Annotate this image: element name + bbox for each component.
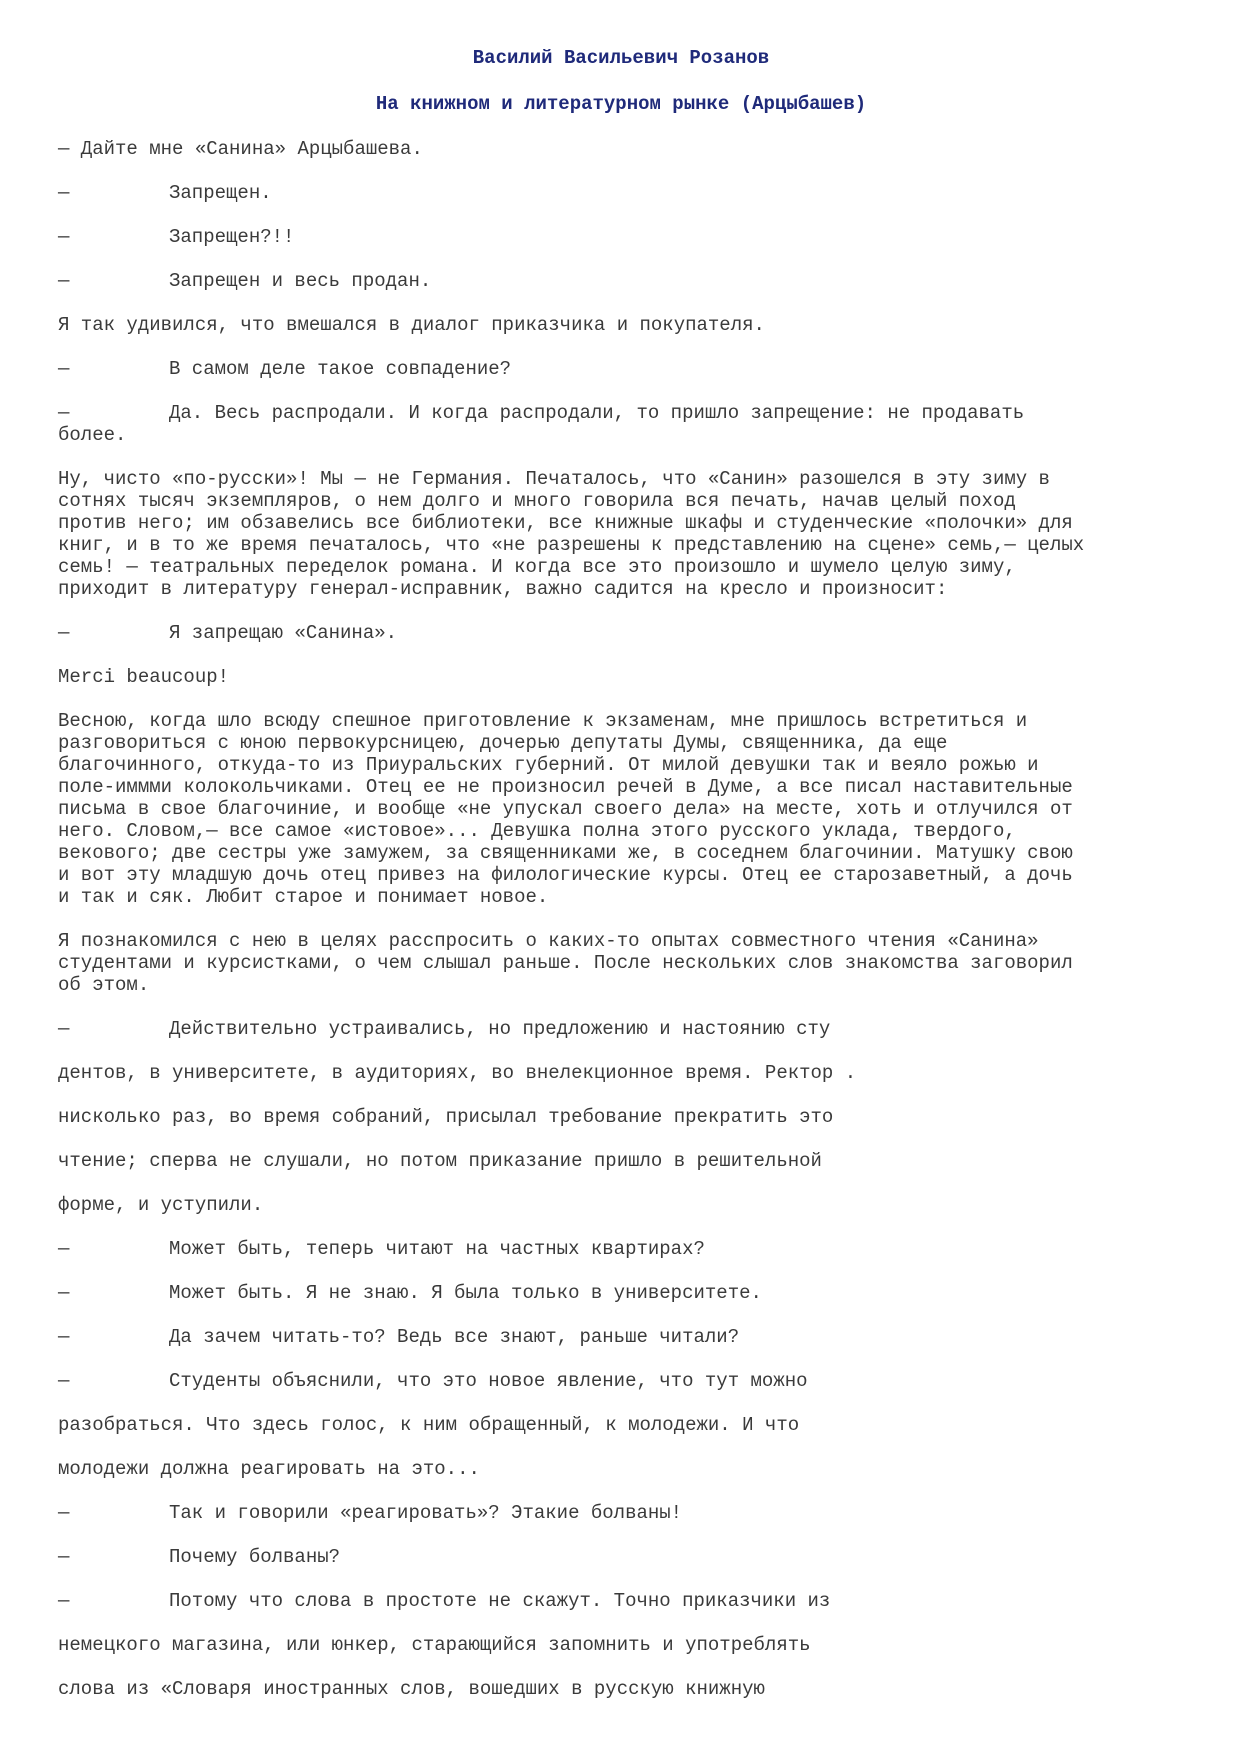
- text-line: слова из «Словаря иностранных слов, вошедших в русскую книжную: [58, 1678, 765, 1700]
- text-line: форме, и уступили.: [58, 1194, 264, 1216]
- dialogue-line: Студенты объяснили, что это новое явление, что тут можно: [169, 1370, 808, 1392]
- paragraph-line: и вот эту младшую дочь отец привез на филологические курсы. Отец ее старозаветный, а дочь: [58, 864, 1073, 886]
- dialogue-dash: —: [58, 226, 70, 248]
- paragraph-line: векового; две сестры уже замужем, за священниками же, в соседнем благочинии. Матушку свою: [58, 842, 1073, 864]
- dialogue-line: Может быть, теперь читают на частных квартирах?: [169, 1238, 705, 1260]
- paragraph-line: об этом.: [58, 974, 150, 996]
- paragraph-line: сотнях тысяч экземпляров, о нем долго и много говорила вся печать, начав целый поход: [58, 490, 1016, 512]
- dialogue-dash: —: [58, 270, 70, 292]
- text-line: молодежи должна реагировать на это...: [58, 1458, 480, 1480]
- paragraph-line: Весною, когда шло всюду спешное приготовление к экзаменам, мне пришлось встретиться и: [58, 710, 1028, 732]
- dialogue-line: Так и говорили «реагировать»? Этакие болваны!: [169, 1502, 683, 1524]
- dialogue-dash: —: [58, 1590, 70, 1612]
- paragraph: [58, 930, 1188, 996]
- dialogue-line: Действительно устраивались, но предложению и настоянию сту: [169, 1018, 831, 1040]
- dialogue-line: Потому что слова в простоте не скажут. Точно приказчики из: [169, 1590, 831, 1612]
- dialogue-dash: —: [58, 402, 70, 424]
- dialogue-line: Да. Весь распродали. И когда распродали, то пришло запрещение: не продавать: [169, 402, 1025, 424]
- dialogue-dash: —: [58, 1370, 70, 1392]
- text-line: нисколько раз, во время собраний, присылал требование прекратить это: [58, 1106, 834, 1128]
- dialogue-dash: —: [58, 1018, 70, 1040]
- dialogue-dash: —: [58, 182, 70, 204]
- text-line: чтение; сперва не слушали, но потом приказание пришло в решительной: [58, 1150, 822, 1172]
- paragraph-line: него. Словом,— все самое «истовое»... Девушка полна этого русского уклада, твердого,: [58, 820, 1016, 842]
- paragraph-line: против него; им обзавелись все библиотеки, все книжные шкафы и студенческие «полочки» для: [58, 512, 1073, 534]
- dialogue-line: Запрещен?!!: [169, 226, 295, 248]
- dialogue-dash: —: [58, 1238, 70, 1260]
- paragraph-line: и так и сяк. Любит старое и понимает новое.: [58, 886, 549, 908]
- author-name: Василий Васильевич Розанов: [472, 47, 770, 69]
- paragraph-line: книг, и в то же время печаталось, что «не разрешены к представлению на сцене» семь,— целых: [58, 534, 1085, 556]
- dialogue-line: В самом деле такое совпадение?: [169, 358, 512, 380]
- text-line: Merci beaucoup!: [58, 666, 230, 688]
- paragraph: [58, 710, 1188, 908]
- dialogue-line: Я запрещаю «Санина».: [169, 622, 398, 644]
- dialogue-dash: —: [58, 1502, 70, 1524]
- paragraph-line: Я познакомился с нею в целях расспросить о каких-то опытах совместного чтения «Санина»: [58, 930, 1039, 952]
- paragraph-line: разговориться с юною первокурсницею, дочерью депутаты Думы, священника, да еще: [58, 732, 948, 754]
- paragraph-line: поле-иммми колокольчиками. Отец ее не произносил речей в Думе, а все писал наставительные: [58, 776, 1073, 798]
- paragraph-line: письма в свое благочиние, и вообще «не упускал своего дела» на месте, хоть и отлучился от: [58, 798, 1073, 820]
- dialogue-line: Может быть. Я не знаю. Я была только в университете.: [169, 1282, 762, 1304]
- dialogue-line: Да зачем читать-то? Ведь все знают, раньше читали?: [169, 1326, 740, 1348]
- dialogue-dash: —: [58, 622, 70, 644]
- dialogue-dash: —: [58, 1282, 70, 1304]
- document-title: На книжном и литературном рынке (Арцыбашев): [375, 93, 867, 115]
- dialogue-dash: —: [58, 358, 70, 380]
- dialogue-line: Почему болваны?: [169, 1546, 341, 1568]
- dialogue-dash: —: [58, 1326, 70, 1348]
- text-line: разобраться. Что здесь голос, к ним обращенный, к молодежи. И что: [58, 1414, 800, 1436]
- paragraph: [58, 468, 1188, 600]
- text-line: — Дайте мне «Санина» Арцыбашева.: [58, 138, 423, 160]
- paragraph-line: благочинного, откуда-то из Приуральских губерний. От милой девушки так и веяло рожью и: [58, 754, 1039, 776]
- paragraph-line: студентами и курсистками, о чем слышал раньше. После нескольких слов знакомства заговорил: [58, 952, 1073, 974]
- text-line: более.: [58, 424, 127, 446]
- dialogue-dash: —: [58, 1546, 70, 1568]
- dialogue-line: Запрещен.: [169, 182, 272, 204]
- paragraph-line: Ну, чисто «по-русски»! Мы — не Германия. Печаталось, что «Санин» разошелся в эту зиму в: [58, 468, 1050, 490]
- paragraph-line: семь! — театральных переделок романа. И когда все это произошло и шумело целую зиму,: [58, 556, 1016, 578]
- dialogue-line: Запрещен и весь продан.: [169, 270, 432, 292]
- text-line: Я так удивился, что вмешался в диалог приказчика и покупателя.: [58, 314, 765, 336]
- paragraph-line: приходит в литературу генерал-исправник, важно садится на кресло и произносит:: [58, 578, 948, 600]
- text-line: дентов, в университете, в аудиториях, во внелекционное время. Ректор .: [58, 1062, 857, 1084]
- text-line: немецкого магазина, или юнкер, старающийся запомнить и употреблять: [58, 1634, 811, 1656]
